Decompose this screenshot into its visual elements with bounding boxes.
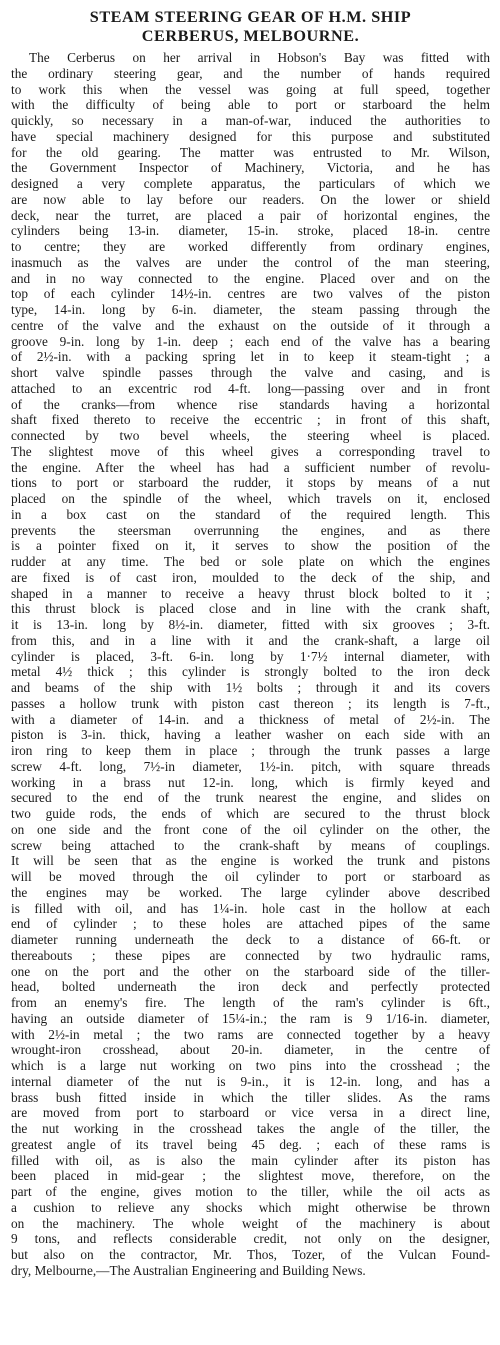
- article-line: rudder at any time. The bed or sole plate on which the engines: [11, 554, 490, 569]
- article-line: 9 tons, and reflects considerable credit, not only on the designer,: [11, 1231, 490, 1247]
- article-line: tions to port or starboard the rudder, it stops by means of a nut: [11, 475, 490, 491]
- article-line: part of the engine, gives motion to the tiller, while the oil acts as: [11, 1184, 490, 1199]
- article-line: placed on the spindle of the wheel, which travels on it, enclosed: [11, 491, 490, 506]
- article-line: filled with oil, as is also the main cylinder after its piston has: [11, 1152, 490, 1168]
- article-line: been placed in mid-gear ; the slightest move, therefore, on the: [11, 1168, 490, 1184]
- article-line: the nut working in the crosshead takes the angle of the tiller, the: [11, 1121, 490, 1136]
- article-line: internal diameter of the nut is 9-in., it is 12-in. long, and has a: [11, 1073, 490, 1089]
- article-line: passes a hollow trunk with piston cast thereon ; its length is 7-ft.,: [11, 695, 490, 711]
- article-line: short valve spindle passes through the valve and casing, and is: [11, 365, 490, 380]
- article-line: The slightest move of this wheel gives a corresponding travel to: [11, 443, 490, 459]
- article-line: metal 4½ thick ; this cylinder is strongly bolted to the iron deck: [11, 664, 490, 680]
- article-line: designed a very complete apparatus, the particulars of which we: [11, 176, 490, 191]
- article-line: the engines may be worked. The large cylinder above described: [11, 884, 490, 900]
- article-line: to work this when the vessel was going at full speed, together: [11, 81, 490, 97]
- article-line: dry, Melbourne,—The Australian Engineering and Building News.: [11, 1262, 366, 1278]
- article-line: is filled with oil, and has 1¼-in. hole cast in the hollow at each: [11, 900, 490, 916]
- article-line: are fixed is of cast iron, moulded to the deck of the ship, and: [11, 569, 490, 585]
- article-line: of the cranks—from whence rise standards having a horizontal: [11, 396, 490, 412]
- article-line: shaft fixed thereto to receive the eccentric ; in front of this shaft,: [11, 412, 490, 428]
- article-line: of 2½-in. with a packing spring let in to keep it steam-tight ; a: [11, 349, 490, 365]
- article-line: from this, and in a line with it and the crank-shaft, a large oil: [11, 632, 490, 648]
- article-line: and in no way connected to the engine. Placed over and on the: [11, 270, 490, 286]
- article-line: prevents the steersman overrunning the engines, and as there: [11, 522, 490, 538]
- article-line: this thrust block is placed close and in line with the crank shaft,: [11, 601, 490, 617]
- article-line: wrought-iron crosshead, about 20-in. diameter, in the centre of: [11, 1042, 490, 1058]
- article-line: The Cerberus on her arrival in Hobson's Bay was fitted with: [29, 50, 490, 65]
- article-line: working in a brass nut 12-in. long, which is firmly keyed and: [11, 774, 490, 790]
- article-line: with 2½-in metal ; the two rams are connected together by a heavy: [11, 1026, 490, 1042]
- article-line: greatest angle of its travel being 45 deg. ; each of these rams is: [11, 1136, 490, 1152]
- article-line: attached to an excentric rod 4-ft. long—passing over and in front: [11, 380, 490, 396]
- article-line: brass bush fitted inside in which the tiller slides. As the rams: [11, 1089, 490, 1105]
- article-line: from an enemy's fire. The length of the ram's cylinder is 6ft.,: [11, 995, 490, 1010]
- article-line: iron ring to keep them in place ; through the trunk passes a large: [11, 743, 490, 758]
- article-line: groove 9-in. long by 1-in. deep ; each end of the valve has a bearing: [11, 333, 490, 349]
- article-line: centre of the valve and the exhaust on the outside of it through a: [11, 317, 490, 333]
- article-line: the ordinary steering gear, and the number of hands required: [11, 65, 490, 81]
- article-line: cylinder is placed, 3-ft. 6-in. long by 1·7½ internal diameter, with: [11, 648, 490, 664]
- article-body: [11, 50, 490, 1279]
- article-line: on one side and the front cone of the oil cylinder on the other, the: [11, 821, 490, 837]
- article-line: screw being attached to the crank-shaft by means of couplings.: [11, 837, 490, 853]
- title-line-2: CERBERUS, MELBOURNE.: [141, 27, 360, 45]
- article-line: which is a large nut working on two pins into the crosshead ; the: [11, 1058, 490, 1073]
- article-line: a cushion to relieve any shocks which might otherwise be thrown: [11, 1199, 490, 1215]
- article-line: thereabouts ; these pipes are connected by two hydraulic rams,: [11, 947, 490, 963]
- article-line: but also on the contractor, Mr. Thos, Tozer, of the Vulcan Found-: [11, 1247, 490, 1262]
- article-line: shaped in a manner to receive a heavy thrust block bolted to it ;: [11, 585, 490, 601]
- article-line: is a pointer fixed on it, it serves to show the position of the: [11, 538, 490, 554]
- article-line: inasmuch as the valves are under the control of the man steering,: [11, 254, 490, 270]
- article-line: with a diameter of 14-in. and a thickness of metal of 2½-in. The: [11, 711, 490, 727]
- article-line: are now able to lay before our readers. On the lower or shield: [11, 191, 490, 207]
- article-line: two guide rods, the ends of which are secured to the thrust block: [11, 806, 490, 821]
- article-line: end of cylinder ; to these holes are attached pipes of the same: [11, 916, 490, 932]
- article-line: diameter running underneath the deck to a distance of 66-ft. or: [11, 932, 490, 947]
- article-line: It will be seen that as the engine is worked the trunk and pistons: [11, 853, 490, 869]
- article-line: for the old gearing. The matter was entrusted to Mr. Wilson,: [11, 144, 490, 160]
- article-line: piston is 3-in. thick, having a leather washer on each side with an: [11, 727, 490, 743]
- article-line: screw 4-ft. long, 7½-in diameter, 1½-in. pitch, with square threads: [11, 758, 490, 774]
- article-line: cylinders being 13-in. diameter, 15-in. stroke, placed 18-in. centre: [11, 223, 490, 239]
- article-line: type, 14-in. long by 6-in. diameter, the steam passing through the: [11, 302, 490, 317]
- article-line: have special machinery designed for this purpose and substituted: [11, 128, 490, 144]
- article-line: will be moved through the oil cylinder to port or starboard as: [11, 869, 490, 884]
- article-line: in a box cast on the standard of the required length. This: [11, 506, 490, 522]
- article-line: connected by two bevel wheels, the steering wheel is placed.: [11, 428, 490, 443]
- article-line: one on the port and the other on the starboard side of the tiller-: [11, 963, 490, 979]
- article-line: the engine. After the wheel has had a sufficient number of revolu-: [11, 459, 490, 475]
- article-line: head, bolted underneath the iron deck and perfectly protected: [11, 979, 490, 995]
- article-title: [11, 8, 490, 46]
- article-line: with the difficulty of being able to port or starboard the helm: [11, 97, 490, 113]
- article-line: top of each cylinder 14½-in. centres are two valves of the piston: [11, 286, 490, 302]
- article-line: quickly, so necessary in a man-of-war, induced the authorities to: [11, 113, 490, 128]
- article-line: and beams of the ship with 1½ bolts ; through it and its covers: [11, 680, 490, 695]
- article-line: are moved from port to starboard or vice versa in a direct line,: [11, 1105, 490, 1121]
- article-line: it is 13-in. long by 8½-in. diameter, fitted with six grooves ; 3-ft.: [11, 617, 490, 632]
- article-line: secured to the end of the trunk nearest the engine, and slides on: [11, 790, 490, 806]
- article-line: deck, near the turret, are placed a pair of horizontal engines, the: [11, 207, 490, 223]
- article-line: on the machinery. The whole weight of the machinery is about: [11, 1215, 490, 1231]
- article-line: having an outside diameter of 15¼-in.; the ram is 9 1/16-in. diameter,: [11, 1010, 490, 1026]
- title-line-1: STEAM STEERING GEAR OF H.M. SHIP: [89, 8, 412, 26]
- article-line: the Government Inspector of Machinery, Victoria, and he has: [11, 160, 490, 176]
- article-line: to centre; they are worked differently from ordinary engines,: [11, 239, 490, 254]
